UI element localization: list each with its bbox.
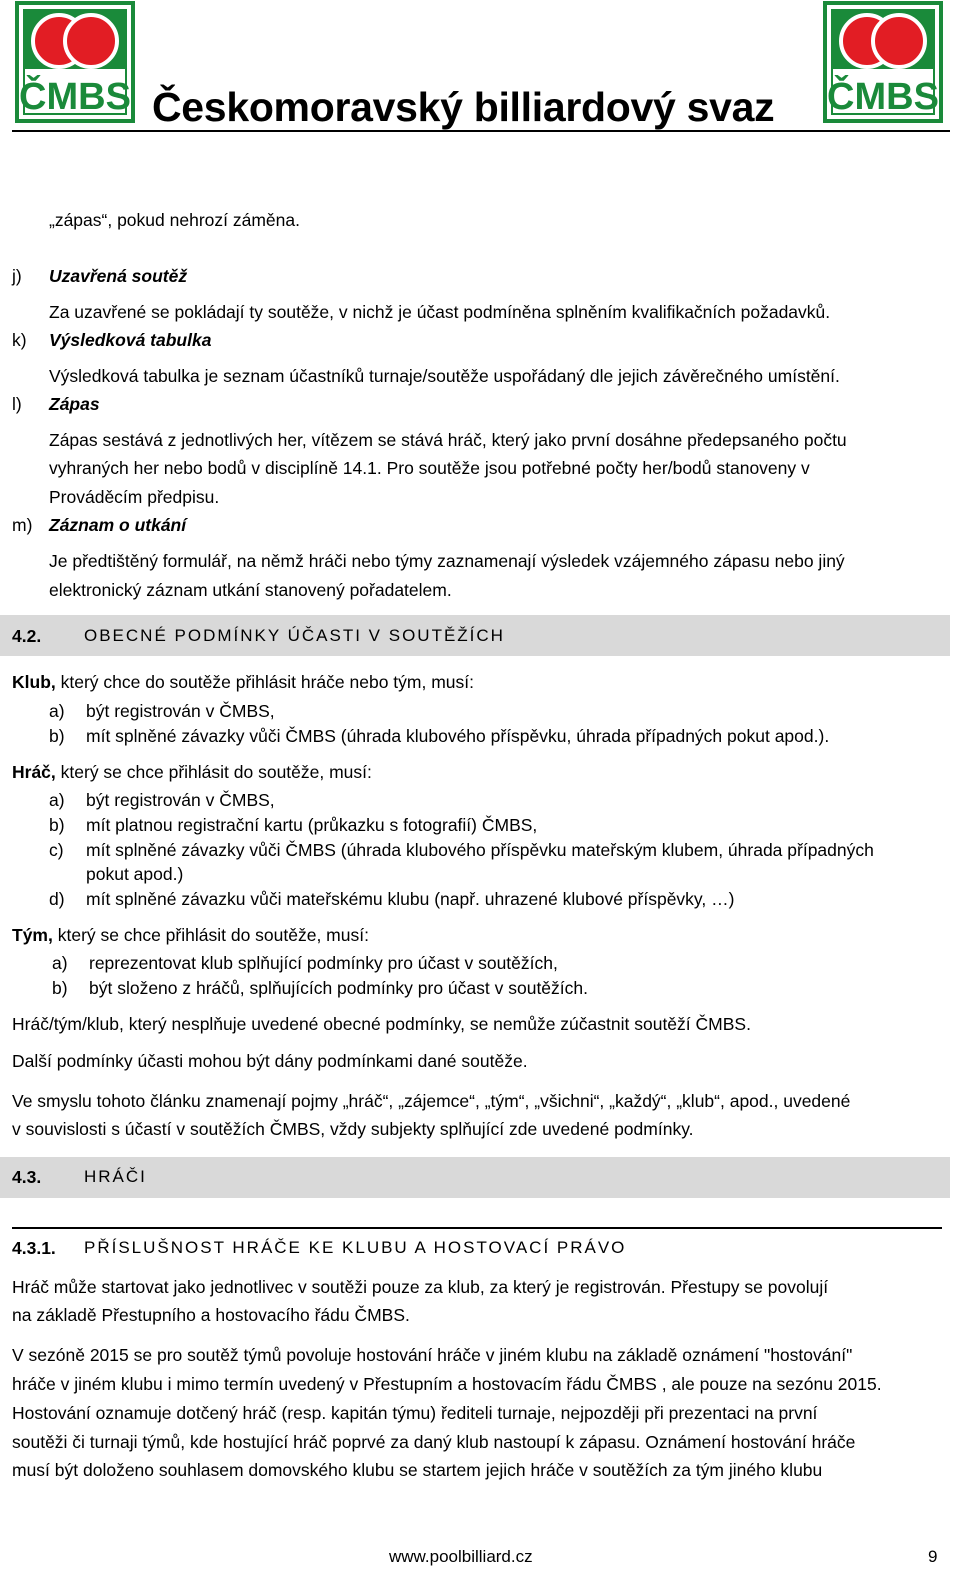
cmbs-logo-left [15, 1, 135, 123]
def-term: Zápas [49, 394, 100, 414]
list-marker: b) [49, 726, 65, 746]
paragraph: V sezóně 2015 se pro soutěž týmů povoluje hostování hráče v jiném klubu na základě oznámení "hostování" [12, 1345, 853, 1365]
cmbs-logo-right [823, 1, 943, 123]
paragraph: na základě Přestupního a hostovacího řádu ČMBS. [12, 1305, 410, 1325]
paragraph: hráče v jiném klubu i mimo termín uvedený v Přestupním a hostovacím řádu ČMBS , ale pouze na sezónu 2015. [12, 1374, 882, 1394]
paragraph: Další podmínky účasti mohou být dány podmínkami dané soutěže. [12, 1051, 528, 1071]
section-number: 4.3. [12, 1167, 42, 1187]
def-text: Zápas sestává z jednotlivých her, vítězem se stává hráč, který jako první dosáhne předepsaného počtu [49, 430, 847, 450]
list-item: mít splněné závazky vůči ČMBS (úhrada klubového příspěvku mateřským klubem, úhrada případných [86, 840, 874, 860]
list-marker: b) [52, 978, 68, 998]
def-text: elektronický záznam utkání stanovený pořadatelem. [49, 580, 452, 600]
section-number: 4.2. [12, 626, 42, 646]
list-marker: b) [49, 815, 65, 835]
continuation-line: „zápas“, pokud nehrozí záměna. [49, 210, 300, 230]
subsection-number: 4.3.1. [12, 1238, 56, 1258]
def-marker: l) [12, 394, 22, 414]
def-text: Prováděcím předpisu. [49, 487, 220, 507]
paragraph: musí být doloženo souhlasem domovského klubu se startem jejich hráče v soutěžích za tým jiného klubu [12, 1460, 823, 1480]
def-term: Záznam o utkání [49, 515, 187, 535]
list-item: mít splněné závazky vůči ČMBS (úhrada klubového příspěvku, úhrada případných pokut apod.). [86, 726, 830, 746]
subsection-title: PŘÍSLUŠNOST HRÁČE KE KLUBU A HOSTOVACÍ PRÁVO [84, 1238, 627, 1257]
header-divider [12, 130, 950, 132]
list-marker: a) [49, 701, 65, 721]
list-item: být složeno z hráčů, splňujících podmínky pro účast v soutěžích. [89, 978, 588, 998]
list-marker: c) [49, 840, 64, 860]
subsection-divider [12, 1227, 942, 1229]
def-marker: j) [12, 266, 22, 286]
list-marker: d) [49, 889, 65, 909]
tym-lead: Tým, který se chce přihlásit do soutěže, musí: [12, 925, 369, 945]
list-item-continuation: pokut apod.) [86, 864, 184, 884]
def-text: vyhraných her nebo bodů v disciplíně 14.1. Pro soutěže jsou potřebné počty her/bodů stanoveny v [49, 458, 810, 478]
def-marker: m) [12, 515, 33, 535]
def-text: Výsledková tabulka je seznam účastníků turnaje/soutěže uspořádaný dle jejich závěrečného umístění. [49, 366, 840, 386]
def-text: Za uzavřené se pokládají ty soutěže, v nichž je účast podmíněna splněním kvalifikačních požadavků. [49, 302, 831, 322]
list-marker: a) [49, 790, 65, 810]
svg-text:ČMBS: ČMBS [827, 76, 939, 118]
paragraph: Hostování oznamuje dotčený hráč (resp. kapitán týmu) řediteli turnaje, nejpozději při prezentaci na první [12, 1403, 818, 1423]
paragraph: Hráč může startovat jako jednotlivec v soutěži pouze za klub, za který je registrován. Přestupy se povolují [12, 1277, 829, 1297]
paragraph: soutěži či turnaji týmů, kde hostující hráč poprvé za daný klub nastoupí k zápasu. Oznámení hostování hráče [12, 1432, 856, 1452]
klub-lead: Klub, který chce do soutěže přihlásit hráče nebo tým, musí: [12, 672, 474, 692]
list-item: být registrován v ČMBS, [86, 701, 275, 721]
paragraph: Ve smyslu tohoto článku znamenají pojmy „hráč“, „zájemce“, „tým“, „všichni“, „každý“, „klub“, apod., uvedené [12, 1091, 851, 1111]
organization-title: Českomoravský billiardový svaz [152, 84, 775, 130]
hrac-lead: Hráč, který se chce přihlásit do soutěže, musí: [12, 762, 372, 782]
page-number: 9 [928, 1547, 938, 1566]
list-item: mít platnou registrační kartu (průkazku s fotografií) ČMBS, [86, 815, 538, 835]
footer-link[interactable]: www.poolbilliard.cz [389, 1547, 533, 1566]
paragraph: Hráč/tým/klub, který nesplňuje uvedené obecné podmínky, se nemůže zúčastnit soutěží ČMBS. [12, 1014, 751, 1034]
def-term: Uzavřená soutěž [49, 266, 188, 286]
section-title: HRÁČI [84, 1167, 147, 1186]
svg-text:ČMBS: ČMBS [19, 76, 131, 118]
list-item: reprezentovat klub splňující podmínky pro účast v soutěžích, [89, 953, 558, 973]
list-marker: a) [52, 953, 68, 973]
def-text: Je předtištěný formulář, na němž hráči nebo týmy zaznamenají výsledek vzájemného zápasu nebo jiný [49, 551, 845, 571]
list-item: být registrován v ČMBS, [86, 790, 275, 810]
def-marker: k) [12, 330, 27, 350]
section-title: OBECNÉ PODMÍNKY ÚČASTI V SOUTĚŽÍCH [84, 626, 505, 645]
def-term: Výsledková tabulka [49, 330, 212, 350]
list-item: mít splněné závazku vůči mateřskému klubu (např. uhrazené klubové příspěvky, …) [86, 889, 735, 909]
paragraph: v souvislosti s účastí v soutěžích ČMBS, vždy subjekty splňující zde uvedené podmínky. [12, 1119, 694, 1139]
